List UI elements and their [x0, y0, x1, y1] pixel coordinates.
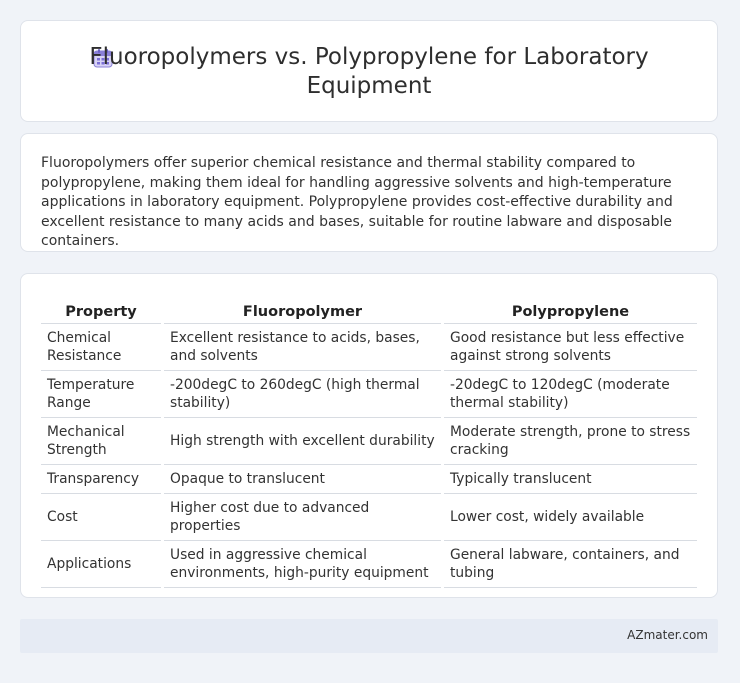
row-property: Temperature Range	[41, 371, 161, 418]
row-fluoropolymer: Higher cost due to advanced properties	[164, 494, 441, 541]
row-property: Cost	[41, 494, 161, 541]
table-row	[41, 494, 697, 541]
table-row	[41, 371, 697, 418]
table-header-row	[41, 293, 697, 324]
header-fluoropolymer: Fluoropolymer	[164, 293, 441, 324]
row-property: Transparency	[41, 465, 161, 494]
intro-card	[20, 133, 718, 252]
row-fluoropolymer: Used in aggressive chemical environments, high-purity equipment	[164, 541, 441, 588]
row-fluoropolymer: -200degC to 260degC (high thermal stability)	[164, 371, 441, 418]
footer-brand[interactable]: AZmater.com	[627, 628, 708, 642]
row-property: Applications	[41, 541, 161, 588]
row-fluoropolymer: High strength with excellent durability	[164, 418, 441, 465]
header-property: Property	[41, 293, 161, 324]
table-row	[41, 418, 697, 465]
row-fluoropolymer: Excellent resistance to acids, bases, and solvents	[164, 324, 441, 371]
row-property: Mechanical Strength	[41, 418, 161, 465]
row-polypropylene: Typically translucent	[444, 465, 697, 494]
intro-paragraph: Fluoropolymers offer superior chemical resistance and thermal stability compared to polypropylene, making them ideal for handling aggressive solvents and high-temperature applications in laboratory equipment. Polypropylene provides cost-effective durability and excellent resistance to many acids and bases, suitable for routine labware and disposable containers.	[41, 155, 673, 249]
table-row	[41, 465, 697, 494]
comparison-table	[38, 293, 700, 588]
footer-bar	[20, 619, 718, 653]
header-polypropylene: Polypropylene	[444, 293, 697, 324]
row-polypropylene: General labware, containers, and tubing	[444, 541, 697, 588]
row-fluoropolymer: Opaque to translucent	[164, 465, 441, 494]
title-card	[20, 20, 718, 122]
row-polypropylene: Lower cost, widely available	[444, 494, 697, 541]
row-polypropylene: Moderate strength, prone to stress cracking	[444, 418, 697, 465]
table-row	[41, 541, 697, 588]
table-row	[41, 324, 697, 371]
page-title: Fluoropolymers vs. Polypropylene for Laboratory Equipment	[89, 44, 649, 99]
row-polypropylene: Good resistance but less effective against strong solvents	[444, 324, 697, 371]
comparison-card	[20, 273, 718, 598]
row-polypropylene: -20degC to 120degC (moderate thermal stability)	[444, 371, 697, 418]
row-property: Chemical Resistance	[41, 324, 161, 371]
